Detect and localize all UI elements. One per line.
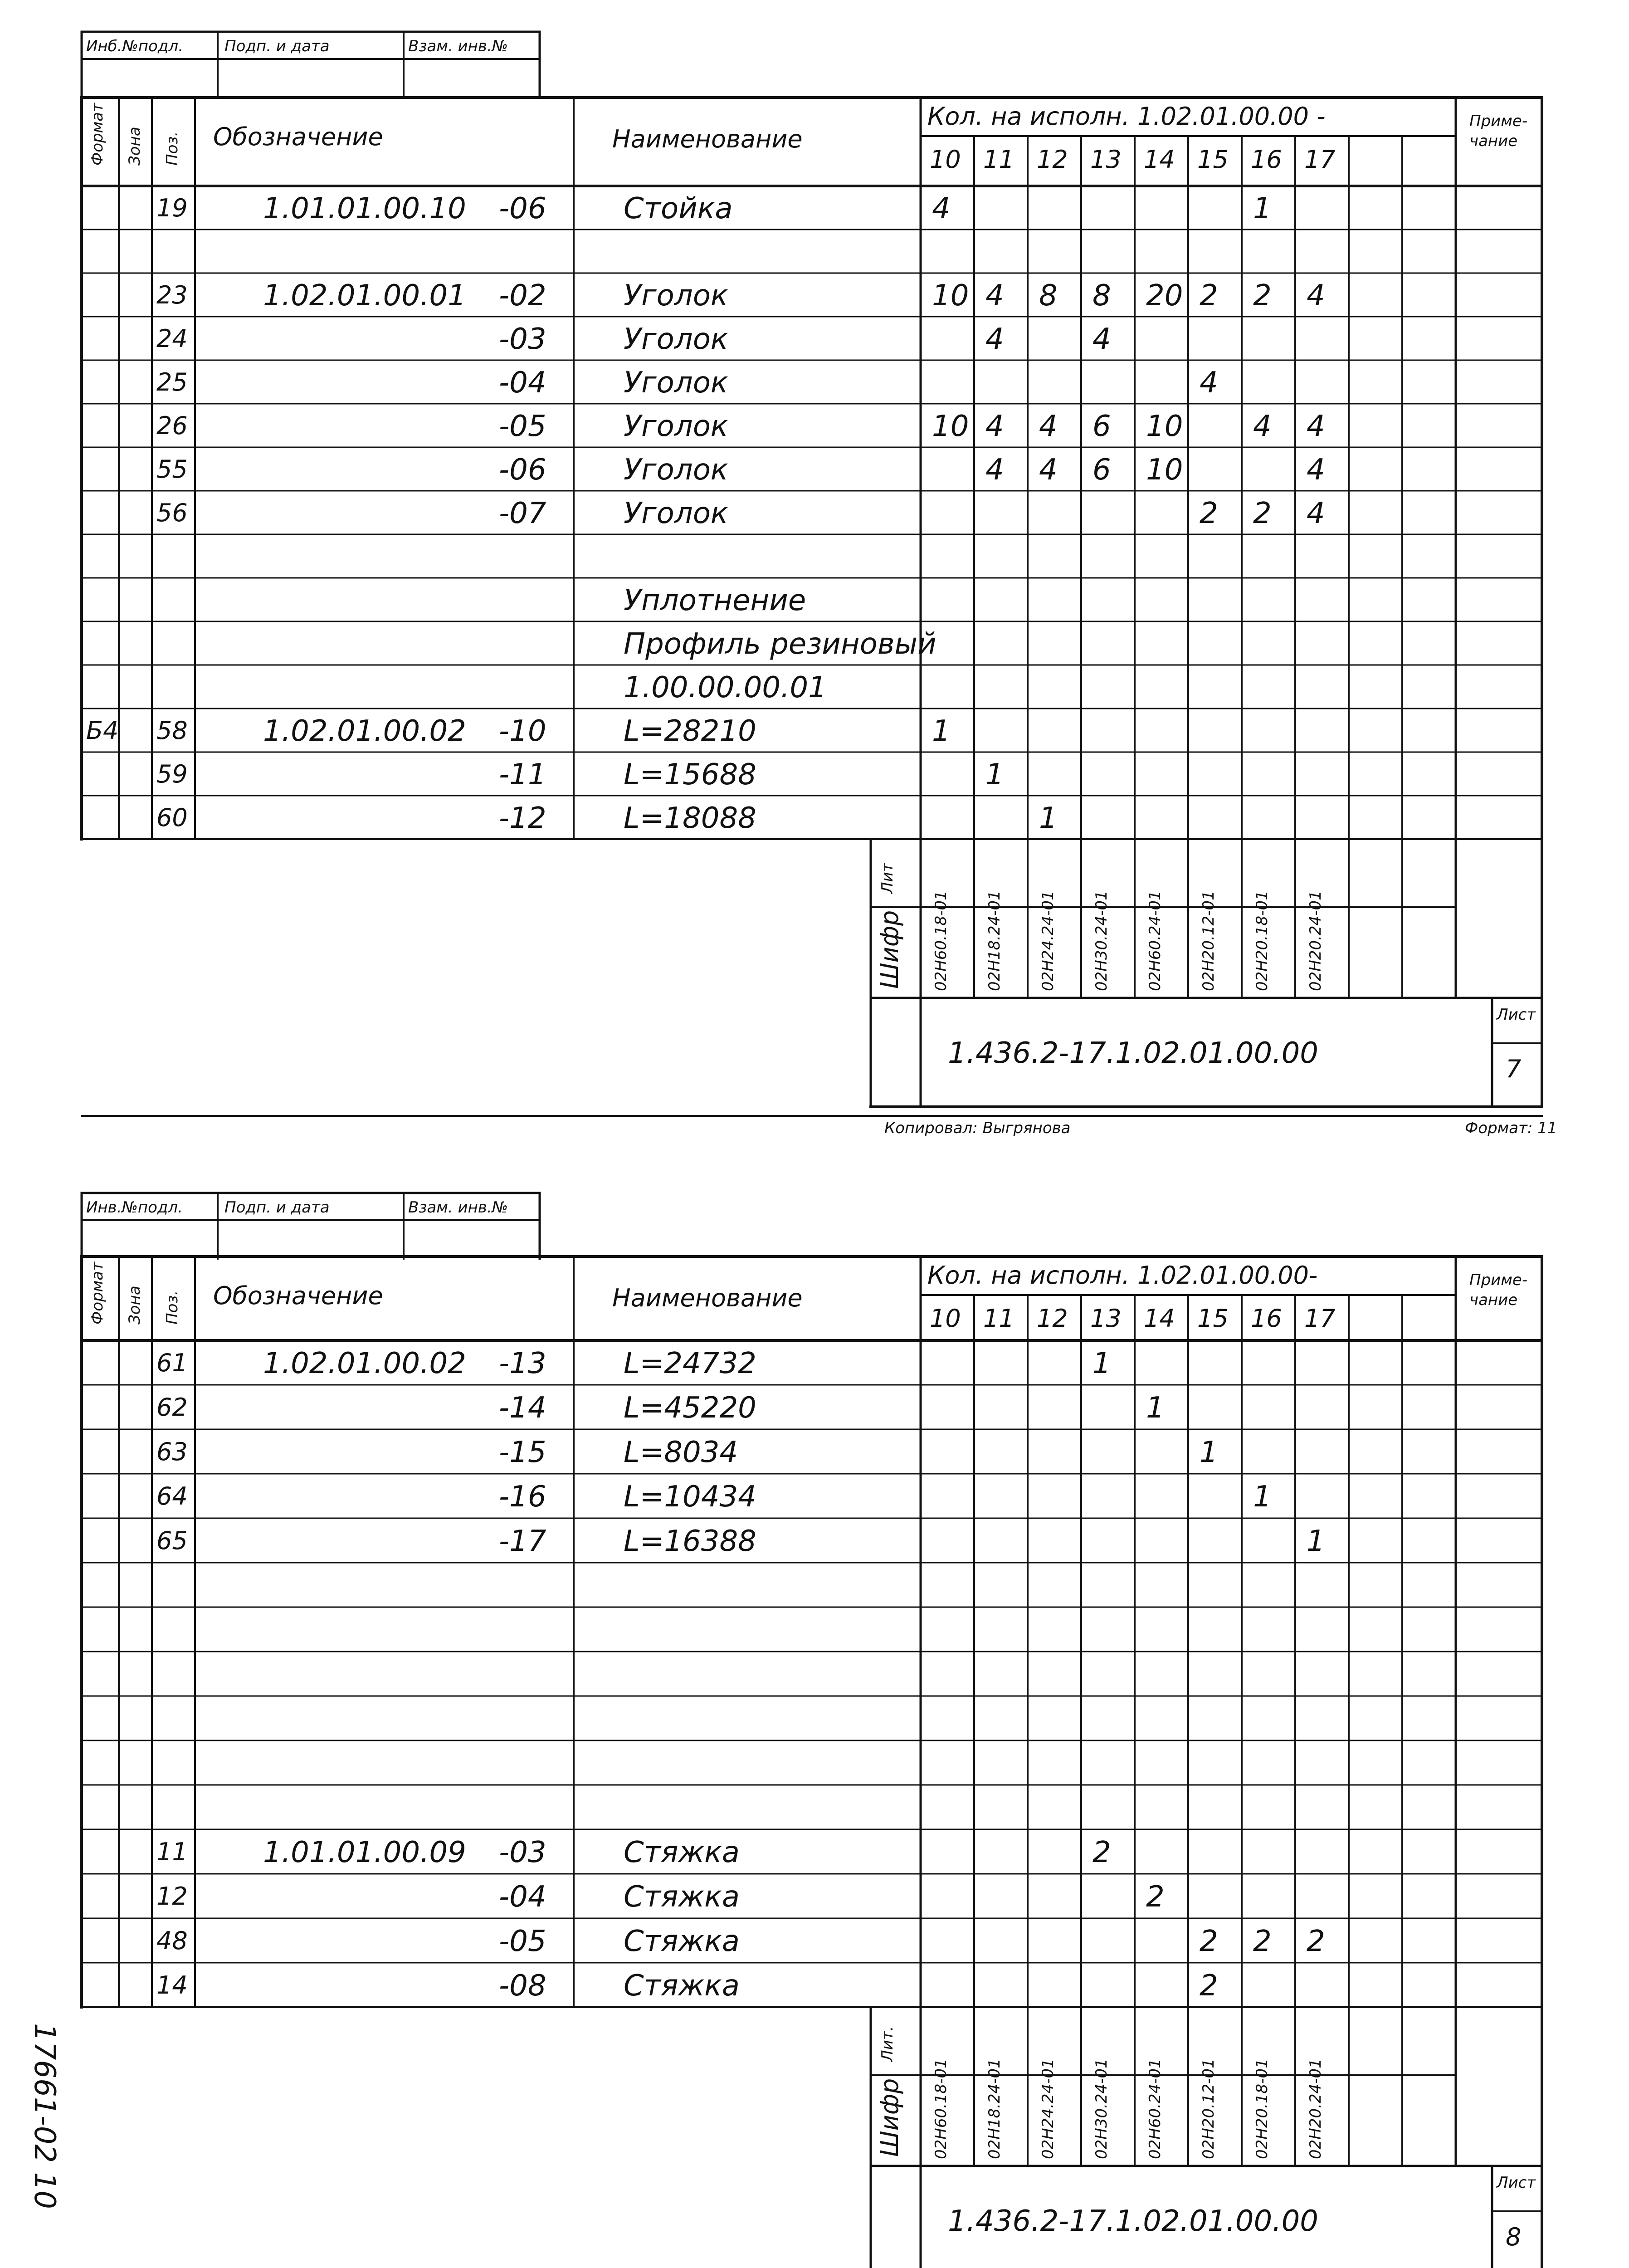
lit-label: Лит.	[878, 2026, 897, 2062]
row-quantity: 10	[932, 279, 969, 313]
row-designation: 1.01.01.00.09	[263, 1836, 466, 1869]
row-designation-suffix: -04	[499, 366, 546, 400]
row-name: L=28210	[624, 714, 756, 748]
header-naimenovanie: Наименование	[612, 125, 803, 153]
row-name: Стяжка	[624, 1969, 740, 2003]
variant-column-header: 11	[983, 1304, 1014, 1333]
row-designation: 1.02.01.00.02	[263, 1347, 466, 1380]
row-quantity: 2	[1200, 1925, 1218, 1958]
row-name: L=18088	[624, 802, 756, 835]
variant-column-header: 15	[1197, 1304, 1229, 1333]
sheet-number: 8	[1506, 2223, 1522, 2251]
header-format: Формат	[88, 1262, 107, 1325]
row-name: Уплотнение	[624, 584, 806, 617]
row-quantity: 2	[1200, 279, 1218, 313]
document-designation: 1.436.2-17.1.02.01.00.00	[948, 1036, 1318, 1070]
row-quantity: 1	[1307, 1525, 1325, 1558]
row-designation-suffix: -06	[499, 453, 546, 487]
row-name: Стяжка	[624, 1880, 740, 1914]
row-quantity: 1	[1253, 192, 1272, 225]
row-position: 25	[156, 368, 188, 396]
header-quantity-per-variant: Кол. на исполн. 1.02.01.00.00-	[927, 1261, 1318, 1290]
row-quantity: 2	[1307, 1925, 1325, 1958]
shifr-label: Шифр	[875, 910, 904, 989]
variant-column-header: 10	[930, 1304, 961, 1333]
row-name: L=45220	[624, 1391, 756, 1425]
row-format: Б4	[86, 716, 119, 745]
row-quantity: 8	[1039, 279, 1058, 313]
shifr-code: 02Н24.24-01	[1039, 2058, 1057, 2159]
row-designation-suffix: -14	[499, 1391, 546, 1425]
shifr-code: 02Н20.18-01	[1253, 890, 1271, 991]
row-position: 58	[156, 716, 188, 745]
row-name: L=16388	[624, 1525, 756, 1558]
variant-column-header: 16	[1251, 1304, 1282, 1333]
header-primechanie: Приме-чание	[1469, 112, 1528, 151]
stamp-podp-data-label: Подп. и дата	[224, 1198, 330, 1217]
row-position: 12	[156, 1882, 188, 1911]
row-position: 60	[156, 803, 188, 832]
row-quantity: 4	[1253, 410, 1272, 443]
row-designation-suffix: -05	[499, 1925, 546, 1958]
row-quantity: 4	[985, 323, 1004, 356]
shifr-code: 02Н60.24-01	[1146, 890, 1164, 991]
variant-column-header: 15	[1197, 145, 1229, 174]
shifr-code: 02Н18.24-01	[985, 2058, 1004, 2159]
row-quantity: 6	[1093, 453, 1111, 487]
row-designation-suffix: -13	[499, 1347, 546, 1380]
row-designation-suffix: -03	[499, 323, 546, 356]
variant-column-header: 16	[1251, 145, 1282, 174]
header-primechanie: Приме-чание	[1469, 1271, 1528, 1310]
row-name: Уголок	[624, 497, 728, 530]
row-quantity: 4	[1200, 366, 1218, 400]
row-designation: 1.01.01.00.10	[263, 192, 466, 225]
row-quantity: 1	[1200, 1436, 1218, 1469]
row-quantity: 1	[1039, 802, 1058, 835]
row-quantity: 10	[1146, 453, 1183, 487]
row-position: 61	[156, 1349, 188, 1377]
header-poz: Поз.	[163, 1290, 181, 1325]
row-designation-suffix: -03	[499, 1836, 546, 1869]
row-quantity: 4	[1039, 453, 1058, 487]
shifr-code: 02Н30.24-01	[1093, 2058, 1111, 2159]
row-quantity: 4	[932, 192, 951, 225]
row-position: 14	[156, 1971, 188, 1999]
stamp-inv-podl-label: Инб.№подл.	[86, 37, 183, 55]
row-name: Уголок	[624, 323, 728, 356]
variant-column-header: 12	[1037, 1304, 1068, 1333]
row-quantity: 4	[1307, 279, 1325, 313]
row-position: 48	[156, 1926, 188, 1955]
row-designation-suffix: -06	[499, 192, 546, 225]
header-poz: Поз.	[163, 131, 181, 166]
header-naimenovanie: Наименование	[612, 1284, 803, 1312]
shifr-code: 02Н20.18-01	[1253, 2058, 1271, 2159]
row-quantity: 1	[985, 758, 1004, 792]
stamp-podp-data-label: Подп. и дата	[224, 37, 330, 55]
document-designation: 1.436.2-17.1.02.01.00.00	[948, 2204, 1318, 2238]
variant-column-header: 14	[1144, 145, 1175, 174]
row-designation-suffix: -02	[499, 279, 546, 313]
side-archive-code: 17661-02 10	[28, 2023, 61, 2209]
shifr-code: 02Н20.12-01	[1200, 890, 1218, 991]
shifr-label: Шифр	[875, 2078, 904, 2157]
row-designation-suffix: -04	[499, 1880, 546, 1914]
row-position: 23	[156, 281, 188, 309]
row-quantity: 20	[1146, 279, 1183, 313]
row-name: Стяжка	[624, 1836, 740, 1869]
sheet-label: Лист	[1497, 2174, 1536, 2192]
variant-column-header: 14	[1144, 1304, 1175, 1333]
row-position: 24	[156, 324, 188, 353]
header-zona: Зона	[126, 1286, 144, 1325]
row-designation-suffix: -08	[499, 1969, 546, 2003]
row-name: Стяжка	[624, 1925, 740, 1958]
shifr-code: 02Н20.24-01	[1307, 2058, 1325, 2159]
row-name: Уголок	[624, 453, 728, 487]
row-name: L=24732	[624, 1347, 756, 1380]
header-oboznachenie: Обозначение	[213, 122, 383, 151]
row-name: L=8034	[624, 1436, 738, 1469]
row-position: 56	[156, 499, 188, 527]
row-name: L=10434	[624, 1480, 756, 1514]
row-designation-suffix: -12	[499, 802, 546, 835]
row-position: 26	[156, 411, 188, 440]
row-quantity: 2	[1253, 279, 1272, 313]
shifr-code: 02Н60.24-01	[1146, 2058, 1164, 2159]
row-quantity: 2	[1200, 1969, 1218, 2003]
row-quantity: 4	[1307, 410, 1325, 443]
row-designation-suffix: -11	[499, 758, 546, 792]
row-quantity: 2	[1093, 1836, 1111, 1869]
row-position: 65	[156, 1526, 188, 1555]
row-quantity: 4	[1039, 410, 1058, 443]
row-designation: 1.02.01.00.02	[263, 714, 466, 748]
row-name: Уголок	[624, 410, 728, 443]
shifr-code: 02Н20.24-01	[1307, 890, 1325, 991]
row-designation-suffix: -05	[499, 410, 546, 443]
lit-label: Лит	[878, 863, 897, 894]
row-quantity: 4	[1307, 497, 1325, 530]
row-position: 11	[156, 1838, 188, 1866]
row-position: 62	[156, 1393, 188, 1422]
row-quantity: 2	[1146, 1880, 1165, 1914]
row-designation: 1.02.01.00.01	[263, 279, 466, 313]
row-quantity: 4	[985, 453, 1004, 487]
shifr-code: 02Н30.24-01	[1093, 890, 1111, 991]
row-quantity: 1	[1253, 1480, 1272, 1514]
row-quantity: 2	[1200, 497, 1218, 530]
variant-column-header: 12	[1037, 145, 1068, 174]
row-designation-suffix: -15	[499, 1436, 546, 1469]
row-quantity: 1	[932, 714, 951, 748]
row-quantity: 4	[985, 410, 1004, 443]
variant-column-header: 11	[983, 145, 1014, 174]
variant-column-header: 17	[1304, 145, 1336, 174]
row-quantity: 4	[1093, 323, 1111, 356]
stamp-vzam-inv-label: Взам. инв.№	[408, 1198, 508, 1217]
row-name: 1.00.00.00.01	[624, 671, 827, 704]
format-note: Формат: 11	[1465, 1119, 1557, 1137]
row-name: L=15688	[624, 758, 756, 792]
variant-column-header: 13	[1090, 1304, 1122, 1333]
row-name: Уголок	[624, 279, 728, 313]
stamp-vzam-inv-label: Взам. инв.№	[408, 37, 508, 55]
header-format: Формат	[88, 103, 107, 166]
shifr-code: 02Н60.18-01	[932, 2058, 950, 2159]
row-quantity: 10	[1146, 410, 1183, 443]
row-position: 63	[156, 1437, 188, 1466]
header-quantity-per-variant: Кол. на исполн. 1.02.01.00.00 -	[927, 102, 1326, 131]
row-position: 64	[156, 1482, 188, 1510]
row-quantity: 1	[1093, 1347, 1111, 1380]
row-name: Профиль резиновый	[624, 627, 936, 661]
copied-by-note: Копировал: Выгрянова	[884, 1119, 1071, 1137]
row-name: Стойка	[624, 192, 733, 225]
row-quantity: 2	[1253, 497, 1272, 530]
variant-column-header: 13	[1090, 145, 1122, 174]
row-name: Уголок	[624, 366, 728, 400]
row-designation-suffix: -07	[499, 497, 546, 530]
row-quantity: 10	[932, 410, 969, 443]
row-quantity: 6	[1093, 410, 1111, 443]
row-quantity: 8	[1093, 279, 1111, 313]
row-designation-suffix: -16	[499, 1480, 546, 1514]
variant-column-header: 17	[1304, 1304, 1336, 1333]
shifr-code: 02Н18.24-01	[985, 890, 1004, 991]
row-quantity: 2	[1253, 1925, 1272, 1958]
row-position: 19	[156, 194, 188, 222]
shifr-code: 02Н24.24-01	[1039, 890, 1057, 991]
sheet-number: 7	[1506, 1055, 1522, 1083]
sheet-label: Лист	[1497, 1006, 1536, 1024]
row-position: 55	[156, 455, 188, 484]
header-oboznachenie: Обозначение	[213, 1281, 383, 1310]
shifr-code: 02Н20.12-01	[1200, 2058, 1218, 2159]
row-designation-suffix: -17	[499, 1525, 546, 1558]
row-quantity: 1	[1146, 1391, 1165, 1425]
shifr-code: 02Н60.18-01	[932, 890, 950, 991]
variant-column-header: 10	[930, 145, 961, 174]
header-zona: Зона	[126, 127, 144, 166]
row-designation-suffix: -10	[499, 714, 546, 748]
spec-sheet-8	[0, 1161, 1629, 2268]
row-quantity: 4	[985, 279, 1004, 313]
row-quantity: 4	[1307, 453, 1325, 487]
stamp-inv-podl-label: Инв.№подл.	[86, 1198, 183, 1217]
row-position: 59	[156, 760, 188, 788]
